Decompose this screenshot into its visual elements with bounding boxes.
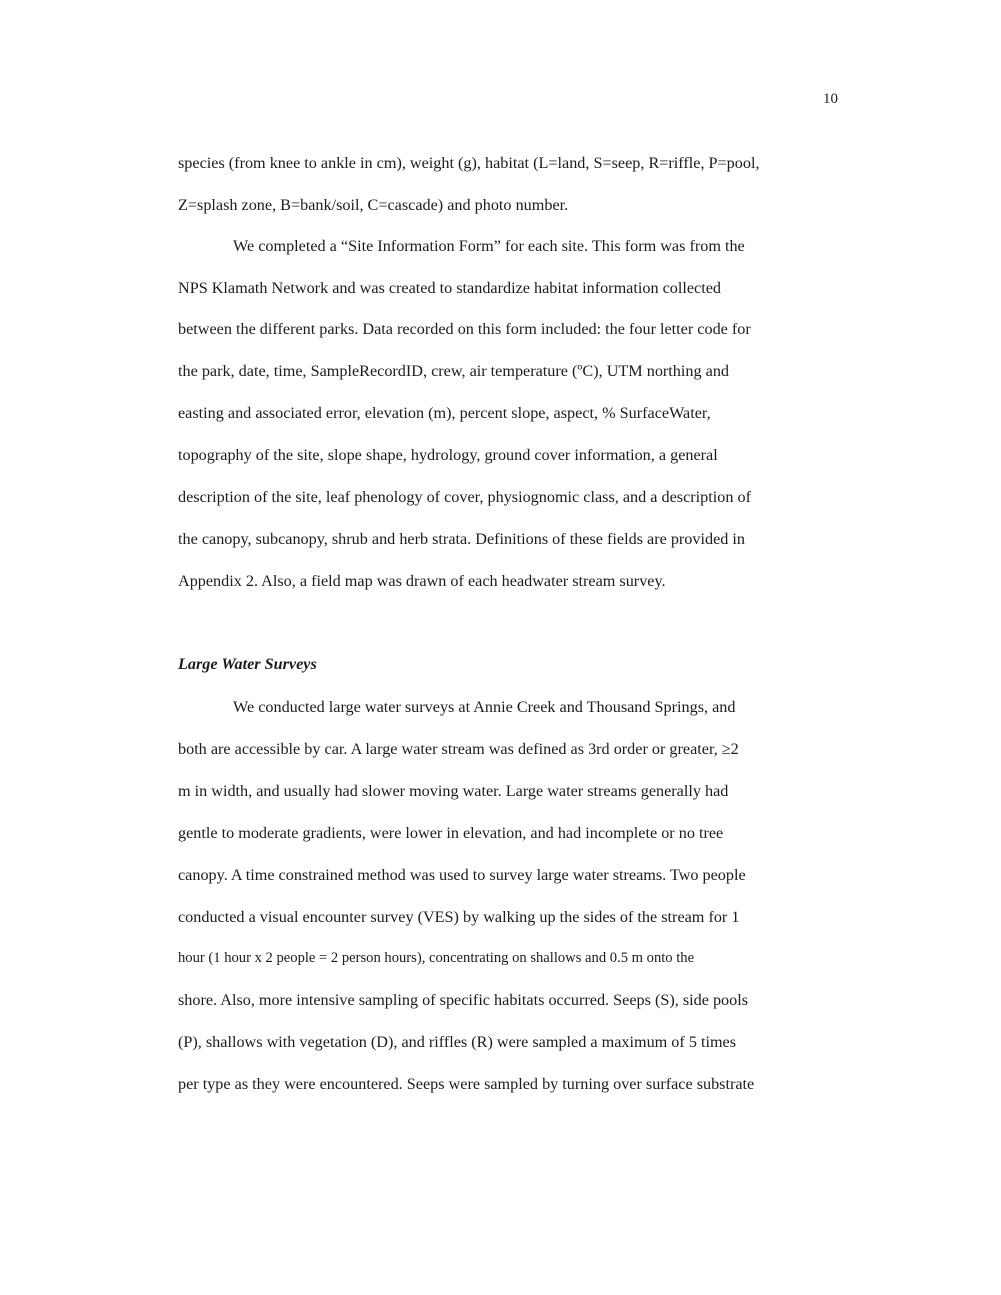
text-line: m in width, and usually had slower moving water. Large water streams generally had bbox=[178, 782, 729, 800]
text-line: conducted a visual encounter survey (VES) by walking up the sides of the stream for 1 bbox=[178, 908, 740, 926]
page-number: 10 bbox=[823, 91, 838, 107]
text-line: the canopy, subcanopy, shrub and herb strata. Definitions of these fields are provided in bbox=[178, 530, 745, 548]
text-line: Appendix 2. Also, a field map was drawn of each headwater stream survey. bbox=[178, 572, 666, 590]
text-line: We conducted large water surveys at Annie Creek and Thousand Springs, and bbox=[233, 698, 736, 716]
text-line: per type as they were encountered. Seeps were sampled by turning over surface substrate bbox=[178, 1075, 755, 1093]
text-line: hour (1 hour x 2 people = 2 person hours), concentrating on shallows and 0.5 m onto the bbox=[178, 950, 695, 966]
section-heading: Large Water Surveys bbox=[178, 655, 317, 673]
text-line: (P), shallows with vegetation (D), and riffles (R) were sampled a maximum of 5 times bbox=[178, 1033, 737, 1051]
text-line: shore. Also, more intensive sampling of specific habitats occurred. Seeps (S), side pools bbox=[178, 991, 749, 1009]
text-line: both are accessible by car. A large water stream was defined as 3rd order or greater, ≥2 bbox=[178, 740, 739, 758]
text-line: between the different parks. Data recorded on this form included: the four letter code for bbox=[178, 320, 751, 338]
text-line: canopy. A time constrained method was used to survey large water streams. Two people bbox=[178, 866, 746, 884]
text-line: We completed a “Site Information Form” for each site. This form was from the bbox=[233, 237, 745, 255]
text-line: gentle to moderate gradients, were lower in elevation, and had incomplete or no tree bbox=[178, 824, 724, 842]
text-line: easting and associated error, elevation (m), percent slope, aspect, % SurfaceWater, bbox=[178, 404, 711, 422]
text-line: topography of the site, slope shape, hydrology, ground cover information, a general bbox=[178, 446, 718, 464]
text-line: NPS Klamath Network and was created to standardize habitat information collected bbox=[178, 279, 722, 297]
text-line: species (from knee to ankle in cm), weight (g), habitat (L=land, S=seep, R=riffle, P=pool, bbox=[178, 154, 760, 172]
text-line: the park, date, time, SampleRecordID, crew, air temperature (ºC), UTM northing and bbox=[178, 362, 730, 380]
text-line: description of the site, leaf phenology of cover, physiognomic class, and a description of bbox=[178, 488, 751, 506]
text-line: Z=splash zone, B=bank/soil, C=cascade) and photo number. bbox=[178, 196, 569, 214]
